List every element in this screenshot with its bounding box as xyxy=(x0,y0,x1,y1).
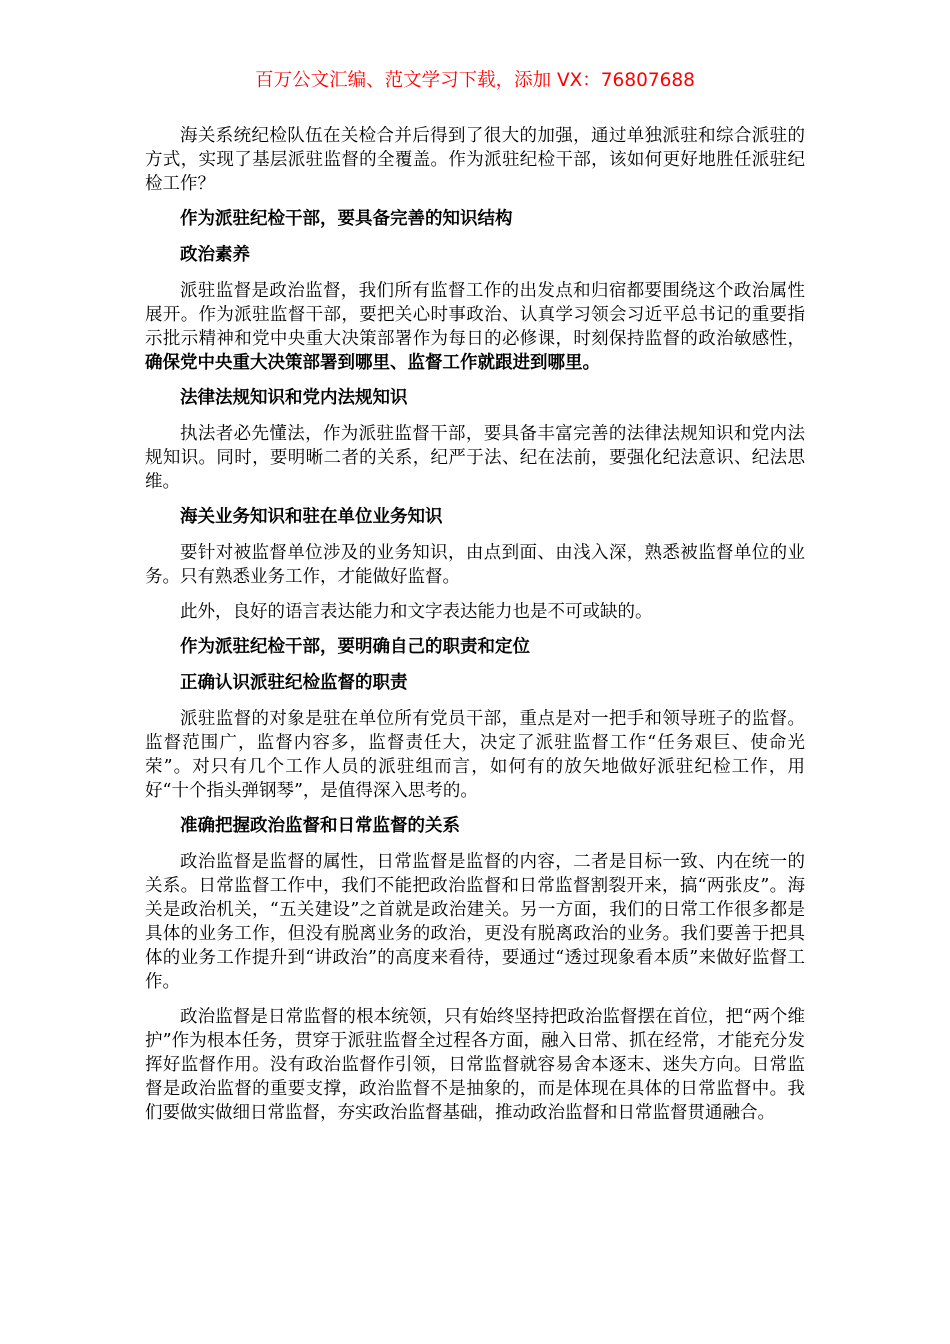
paragraph-business-knowledge: 要针对被监督单位涉及的业务知识，由点到面、由浅入深，熟悉被监督单位的业务。只有熟悉业务工作，才能做好监督。 xyxy=(145,543,805,587)
subheading-supervision-relation: 准确把握政治监督和日常监督的关系 xyxy=(180,816,460,836)
paragraph-political-literacy xyxy=(145,279,805,375)
intro-paragraph: 海关系统纪检队伍在关检合并后得到了很大的加强，通过单独派驻和综合派驻的方式，实现了基层派驻监督的全覆盖。作为派驻纪检干部，该如何更好地胜任派驻纪检工作？ xyxy=(145,126,805,194)
paragraph-expression-ability: 此外，良好的语言表达能力和文字表达能力也是不可或缺的。 xyxy=(180,602,653,622)
paragraph-political-literacy-text: 派驻监督是政治监督，我们所有监督工作的出发点和归宿都要围绕这个政治属性展开。作为派驻监督干部，要把关心时事政治、认真学习领会习近平总书记的重要指示批示精神和党中央重大决策部署作为每日的必修课，时刻保持监督的政治敏感性， xyxy=(145,281,805,349)
subheading-business-knowledge: 海关业务知识和驻在单位业务知识 xyxy=(180,507,443,527)
section-heading-duty: 作为派驻纪检干部，要明确自己的职责和定位 xyxy=(180,637,530,657)
watermark-banner: 百万公文汇编、范文学习下载，添加 VX：76807688 xyxy=(255,70,695,91)
subheading-political-literacy: 政治素养 xyxy=(180,245,250,265)
paragraph-political-literacy-bold: 确保党中央重大决策部署到哪里、监督工作就跟进到哪里。 xyxy=(145,353,600,373)
paragraph-supervision-integration: 政治监督是日常监督的根本统领，只有始终坚持把政治监督摆在首位，把“两个维护”作为根本任务，贯穿于派驻监督全过程各方面，融入日常、抓在经常，才能充分发挥好监督作用。没有政治监督作引领，日常监督就容易舍本逐末、迷失方向。日常监督是政治监督的重要支撑，政治监督不是抽象的，而是体现在具体的日常监督中。我们要做实做细日常监督，夯实政治监督基础，推动政治监督和日常监督贯通融合。 xyxy=(145,1007,805,1123)
subheading-law-knowledge: 法律法规知识和党内法规知识 xyxy=(180,388,408,408)
subheading-duty-understanding: 正确认识派驻纪检监督的职责 xyxy=(180,673,408,693)
paragraph-supervision-relation: 政治监督是监督的属性，日常监督是监督的内容，二者是目标一致、内在统一的关系。日常监督工作中，我们不能把政治监督和日常监督割裂开来，搞“两张皮”。海关是政治机关，“五关建设”之首就是政治建关。另一方面，我们的日常工作很多都是具体的业务工作，但没有脱离业务的政治，更没有脱离政治的业务。我们要善于把具体的业务工作提升到“讲政治”的高度来看待，要通过“透过现象看本质”来做好监督工作。 xyxy=(145,852,805,992)
paragraph-law-knowledge: 执法者必先懂法，作为派驻监督干部，要具备丰富完善的法律法规知识和党内法规知识。同时，要明晰二者的关系，纪严于法、纪在法前，要强化纪法意识、纪法思维。 xyxy=(145,424,805,492)
paragraph-duty-understanding: 派驻监督的对象是驻在单位所有党员干部，重点是对一把手和领导班子的监督。监督范围广，监督内容多，监督责任大，决定了派驻监督工作“任务艰巨、使命光荣”。对只有几个工作人员的派驻组而言，如何有的放矢地做好派驻纪检工作，用好“十个指头弹钢琴”，是值得深入思考的。 xyxy=(145,709,805,801)
document-body xyxy=(145,124,805,1136)
section-heading-knowledge: 作为派驻纪检干部，要具备完善的知识结构 xyxy=(180,209,513,229)
